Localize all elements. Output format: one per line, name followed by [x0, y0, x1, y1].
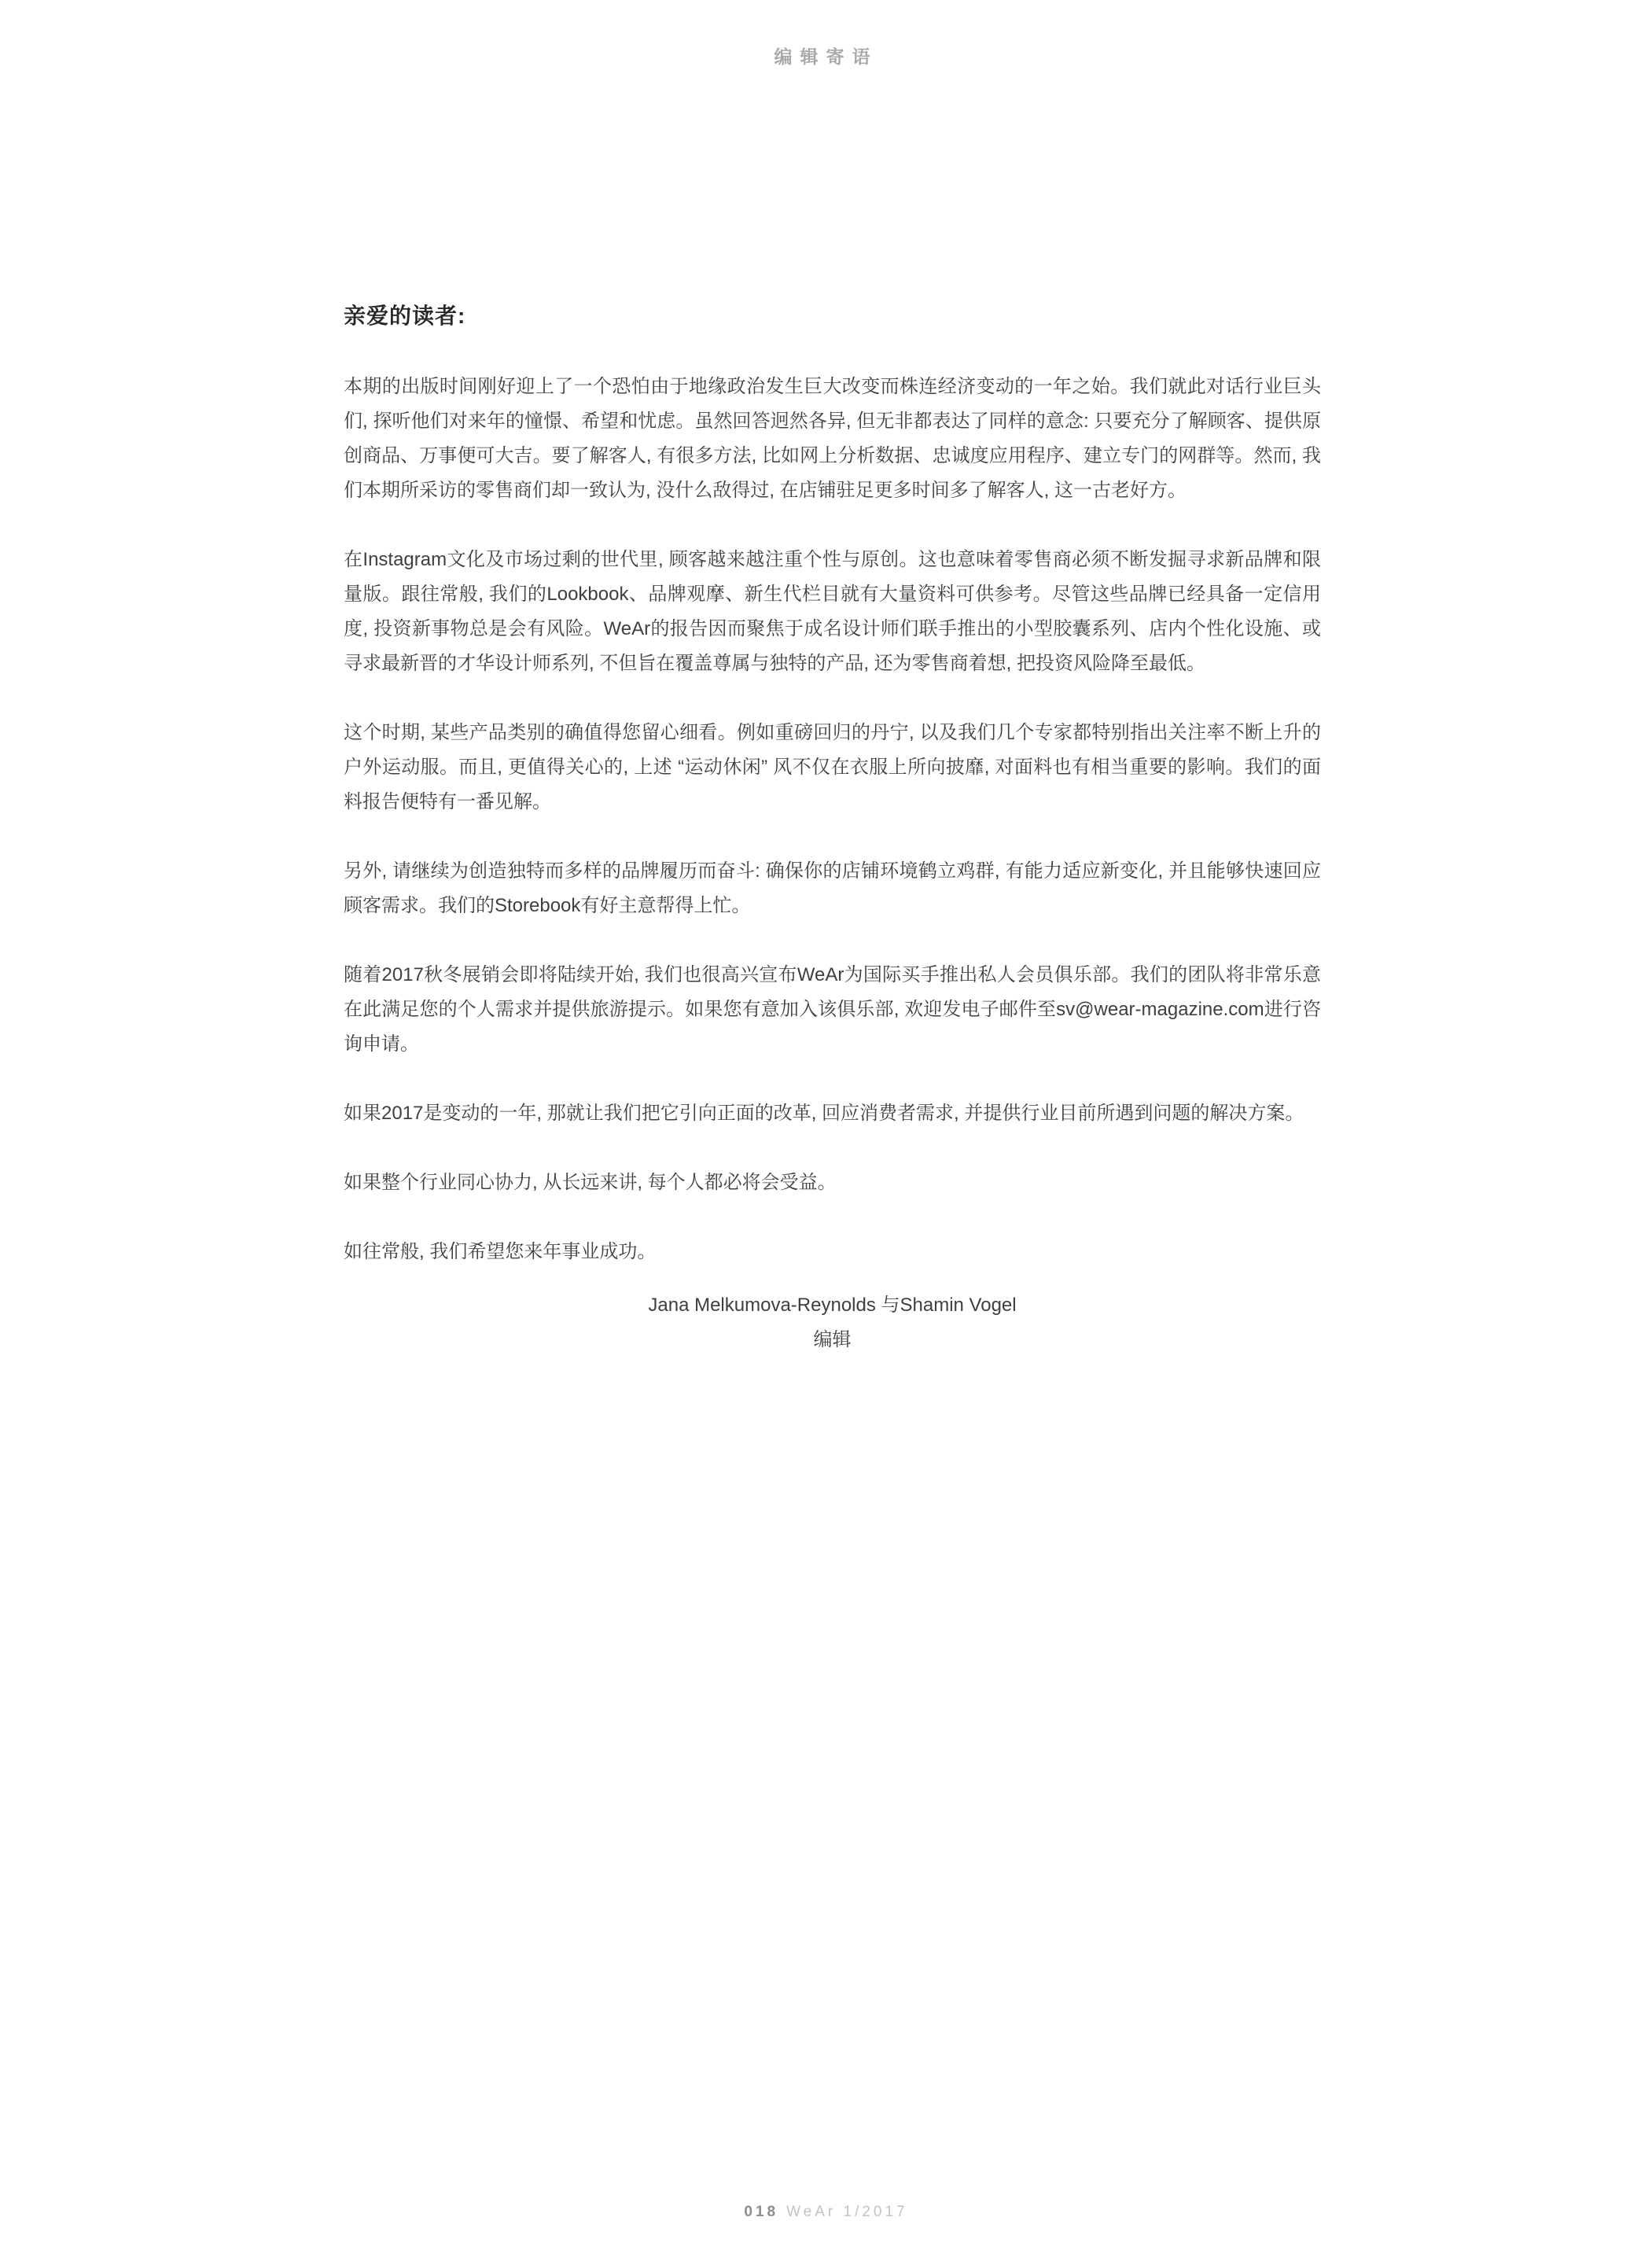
body-paragraph: 这个时期, 某些产品类别的确值得您留心细看。例如重磅回归的丹宁, 以及我们几个专家都特别指出关注率不断上升的户外运动服。而且, 更值得关心的, 上述 “运动休闲” 风不仅在衣服上所向披靡, 对面料也有相当重要的影响。我们的面料报告便特有一番见解。: [344, 722, 1321, 812]
body-paragraph: 随着2017秋冬展销会即将陆续开始, 我们也很高兴宣布WeAr为国际买手推出私人会员俱乐部。我们的团队将非常乐意在此满足您的个人需求并提供旅游提示。如果您有意加入该俱乐部, 欢迎发电子邮件至sv@wear-magazine.com进行咨询申请。: [344, 964, 1321, 1055]
body-paragraph: 如往常般, 我们希望您来年事业成功。: [344, 1241, 657, 1262]
editor-letter: [344, 299, 1321, 1357]
issue-label: WeAr 1/2017: [786, 2204, 908, 2220]
body-paragraph: 如果整个行业同心协力, 从长远来讲, 每个人都必将会受益。: [344, 1172, 837, 1193]
page-number: 018: [744, 2204, 779, 2220]
letter-salutation: 亲爱的读者:: [344, 304, 466, 328]
body-paragraph: 本期的出版时间刚好迎上了一个恐怕由于地缘政治发生巨大改变而株连经济变动的一年之始。我们就此对话行业巨头们, 探听他们对来年的憧憬、希望和忧虑。虽然回答迥然各异, 但无非都表达了同样的意念: 只要充分了解顾客、提供原创商品、万事便可大吉。要了解客人, 有很多方法, 比如网上分析数据、忠诚度应用程序、建立专门的网群等。然而, 我们本期所采访的零售商们却一致认为, 没什么敌得过, 在店铺驻足更多时间多了解客人, 这一古老好方。: [344, 376, 1321, 501]
body-paragraph: 在Instagram文化及市场过剩的世代里, 顾客越来越注重个性与原创。这也意味着零售商必须不断发掘寻求新品牌和限量版。跟往常般, 我们的Lookbook、品牌观摩、新生代栏目就有大量资料可供参考。尽管这些品牌已经具备一定信用度, 投资新事物总是会有风险。WeAr的报告因而聚焦于成名设计师们联手推出的小型胶囊系列、店内个性化设施、或寻求最新晋的才华设计师系列, 不但旨在覆盖尊属与独特的产品, 还为零售商着想, 把投资风险降至最低。: [344, 549, 1321, 674]
body-paragraph: 另外, 请继续为创造独特而多样的品牌履历而奋斗: 确保你的店铺环境鹤立鸡群, 有能力适应新变化, 并且能够快速回应顾客需求。我们的Storebook有好主意帮得上忙。: [344, 860, 1321, 916]
page-footer: [0, 2204, 1652, 2221]
body-paragraph: 如果2017是变动的一年, 那就让我们把它引向正面的改革, 回应消费者需求, 并提供行业目前所遇到问题的解决方案。: [344, 1103, 1304, 1124]
running-head-section-title: 编辑寄语: [774, 46, 878, 67]
signature-names: Jana Melkumova-Reynolds 与Shamin Vogel: [648, 1295, 1017, 1316]
signature-role: 编辑: [813, 1329, 852, 1350]
signature-block: [344, 1288, 1321, 1357]
